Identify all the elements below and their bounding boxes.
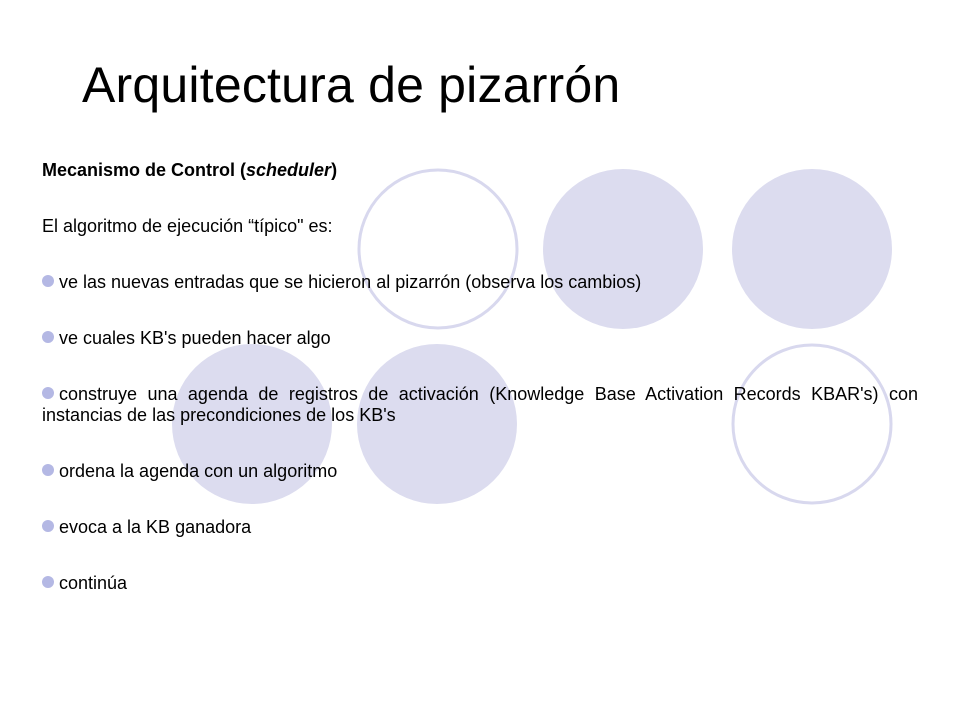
intro-text: El algoritmo de ejecución “típico" es: bbox=[42, 216, 333, 236]
slide-title: Arquitectura de pizarrón bbox=[82, 57, 621, 113]
bullet-item: construye una agenda de registros de activación (Knowledge Base Activation Records KBAR's) con instancias de las precondiciones de los KB's bbox=[42, 384, 918, 425]
heading-text: Mecanismo de Control ( bbox=[42, 160, 247, 180]
bullet-item: ve las nuevas entradas que se hicieron al pizarrón (observa los cambios) bbox=[42, 272, 918, 293]
heading-closing: ) bbox=[331, 160, 338, 180]
slide-content bbox=[42, 160, 918, 629]
heading-italic: scheduler bbox=[246, 160, 332, 180]
bullet-list bbox=[42, 272, 918, 594]
bullet-item: evoca a la KB ganadora bbox=[42, 517, 918, 538]
bullet-item: continúa bbox=[42, 573, 918, 594]
section-heading bbox=[42, 160, 918, 181]
bullet-item: ve cuales KB's pueden hacer algo bbox=[42, 328, 918, 349]
bullet-item: ordena la agenda con un algoritmo bbox=[42, 461, 918, 482]
